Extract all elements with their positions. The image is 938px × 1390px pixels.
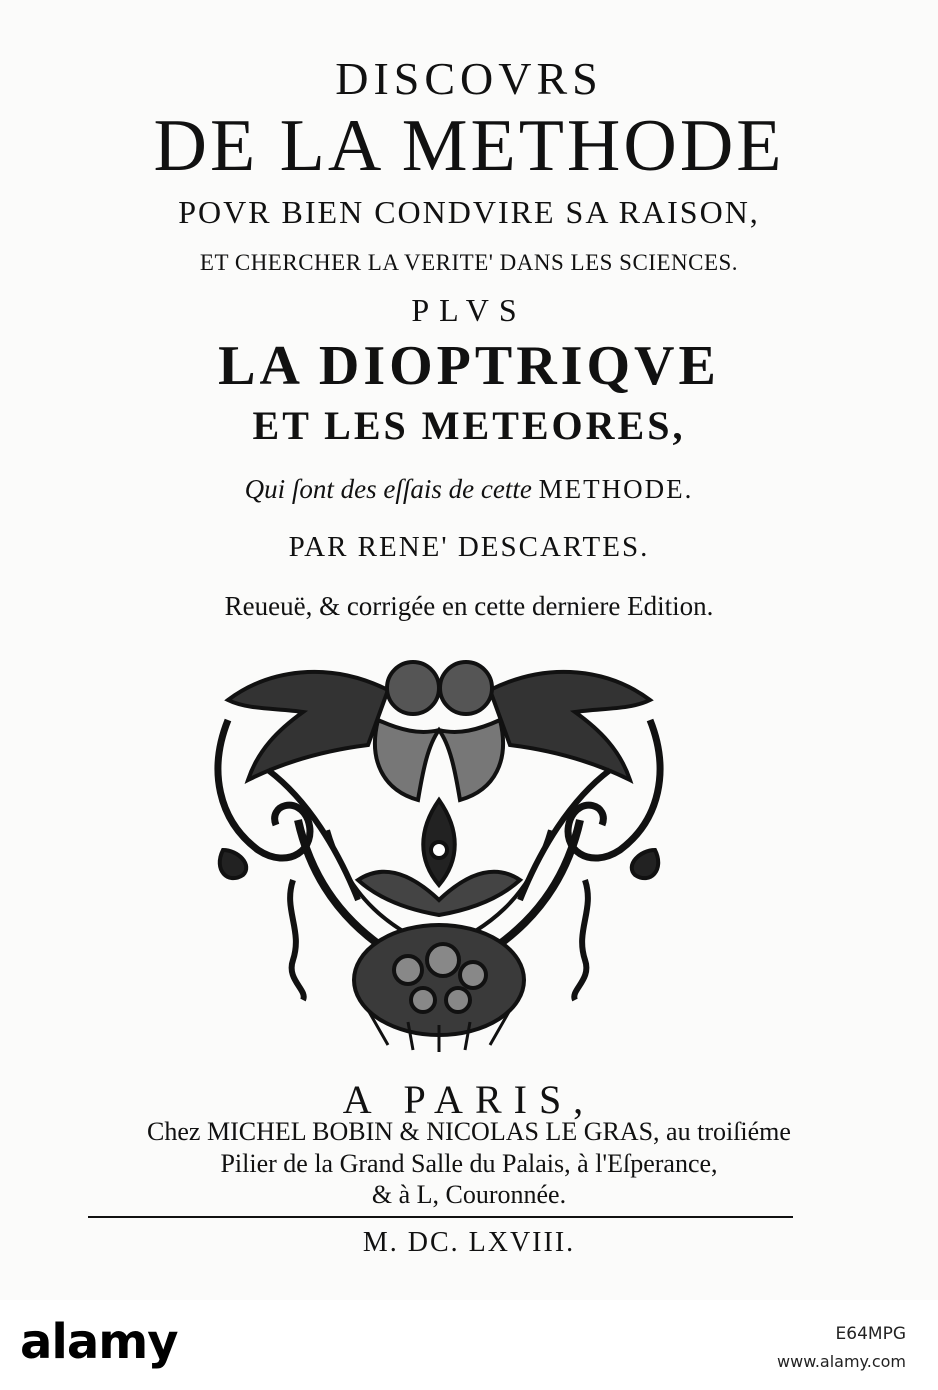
author-line: PAR RENE' DESCARTES. <box>288 531 650 563</box>
essais-italic-text: Qui ſont des eſſais de cette <box>244 474 532 504</box>
publication-date: M. DC. LXVIII. <box>362 1227 576 1258</box>
edition-line: Reueuë, & corrigée en cette derniere Edition. <box>224 591 714 621</box>
imprint-line-2: Pilier de la Grand Salle du Palais, à l'Eſperance, <box>220 1149 718 1178</box>
plus-heading: PLVS <box>411 292 527 328</box>
methode-caps-text: METHODE. <box>538 474 694 504</box>
imprint-line-1: Chez MICHEL BOBIN & NICOLAS LE GRAS, au troiſiéme <box>147 1117 791 1146</box>
title-discours: DISCOVRS <box>335 53 603 104</box>
subtitle-line-1: POVR BIEN CONDVIRE SA RAISON, <box>178 194 760 230</box>
site-url: www.alamy.com <box>777 1352 906 1371</box>
title-dioptrique: LA DIOPTRIQVE <box>218 335 720 397</box>
title-de-la-methode: DE LA METHODE <box>153 105 785 187</box>
watermark-footer <box>0 1300 938 1390</box>
imprint-line-3: & à L, Couronnée. <box>371 1180 567 1209</box>
image-id: E64MPG <box>835 1324 906 1344</box>
horizontal-rule <box>88 1216 793 1218</box>
subtitle-line-2: ET CHERCHER LA VERITE' DANS LES SCIENCES. <box>199 250 739 275</box>
cherub-ornament-icon <box>208 650 670 1055</box>
title-meteores: ET LES METEORES, <box>252 403 686 448</box>
essais-line <box>0 474 938 505</box>
place-paris: A PARIS, <box>342 1077 596 1122</box>
alamy-logo: alamy <box>20 1314 178 1370</box>
